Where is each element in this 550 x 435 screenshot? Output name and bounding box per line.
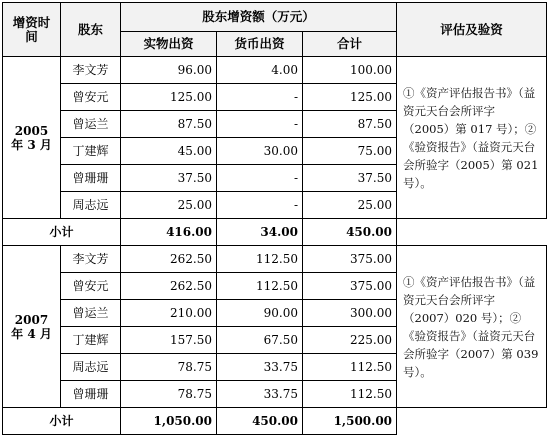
shareholder-name: 丁建辉 <box>61 138 121 165</box>
total-value: 225.00 <box>303 327 397 354</box>
total-value: 375.00 <box>303 273 397 300</box>
currency-value: 4.00 <box>217 57 303 84</box>
total-value: 375.00 <box>303 246 397 273</box>
header-currency: 货币出资 <box>217 32 303 57</box>
subtotal-currency: 450.00 <box>217 408 303 435</box>
physical-value: 37.50 <box>121 165 217 192</box>
physical-value: 96.00 <box>121 57 217 84</box>
shareholder-name: 曾珊珊 <box>61 381 121 408</box>
shareholder-name: 曾安元 <box>61 273 121 300</box>
table-row <box>3 57 547 84</box>
currency-value: 30.00 <box>217 138 303 165</box>
subtotal-row <box>3 219 547 246</box>
header-shareholder: 股东 <box>61 3 121 57</box>
header-physical: 实物出资 <box>121 32 217 57</box>
shareholder-name: 曾运兰 <box>61 111 121 138</box>
total-value: 25.00 <box>303 192 397 219</box>
header-capital-group: 股东增资额（万元） <box>121 3 397 32</box>
currency-value: 90.00 <box>217 300 303 327</box>
physical-value: 262.50 <box>121 246 217 273</box>
total-value: 75.00 <box>303 138 397 165</box>
currency-value: 33.75 <box>217 354 303 381</box>
total-value: 100.00 <box>303 57 397 84</box>
capital-increase-table <box>2 2 547 435</box>
currency-value: 67.50 <box>217 327 303 354</box>
subtotal-row <box>3 408 547 435</box>
subtotal-physical: 416.00 <box>121 219 217 246</box>
section-time: 2005 年 3 月 <box>3 57 61 219</box>
currency-value: - <box>217 84 303 111</box>
total-value: 37.50 <box>303 165 397 192</box>
shareholder-name: 李文芳 <box>61 246 121 273</box>
currency-value: - <box>217 165 303 192</box>
currency-value: - <box>217 192 303 219</box>
header-time: 增资时间 <box>3 3 61 57</box>
section-time: 2007 年 4 月 <box>3 246 61 408</box>
subtotal-label: 小计 <box>3 219 121 246</box>
total-value: 87.50 <box>303 111 397 138</box>
subtotal-total: 450.00 <box>303 219 397 246</box>
currency-value: - <box>217 111 303 138</box>
evaluation-text: ①《资产评估报告书》（益资元天台会所评字（2007）020 号）；②《验资报告》（益资元天台会所验字（2007）第 039 号）。 <box>397 246 547 408</box>
header-evaluation: 评估及验资 <box>397 3 547 57</box>
physical-value: 210.00 <box>121 300 217 327</box>
subtotal-total: 1,500.00 <box>303 408 397 435</box>
shareholder-name: 周志远 <box>61 192 121 219</box>
physical-value: 25.00 <box>121 192 217 219</box>
evaluation-text: ①《资产评估报告书》（益资元天台会所评字（2005）第 017 号）；②《验资报告》（益资元天台会所验字（2005）第 021 号）。 <box>397 57 547 219</box>
physical-value: 45.00 <box>121 138 217 165</box>
shareholder-name: 曾安元 <box>61 84 121 111</box>
shareholder-name: 周志远 <box>61 354 121 381</box>
physical-value: 262.50 <box>121 273 217 300</box>
physical-value: 157.50 <box>121 327 217 354</box>
header-total: 合计 <box>303 32 397 57</box>
shareholder-name: 曾运兰 <box>61 300 121 327</box>
subtotal-label: 小计 <box>3 408 121 435</box>
currency-value: 112.50 <box>217 273 303 300</box>
physical-value: 125.00 <box>121 84 217 111</box>
currency-value: 112.50 <box>217 246 303 273</box>
shareholder-name: 李文芳 <box>61 57 121 84</box>
shareholder-name: 丁建辉 <box>61 327 121 354</box>
physical-value: 78.75 <box>121 354 217 381</box>
physical-value: 78.75 <box>121 381 217 408</box>
shareholder-name: 曾珊珊 <box>61 165 121 192</box>
total-value: 125.00 <box>303 84 397 111</box>
physical-value: 87.50 <box>121 111 217 138</box>
table-row <box>3 246 547 273</box>
currency-value: 33.75 <box>217 381 303 408</box>
subtotal-physical: 1,050.00 <box>121 408 217 435</box>
total-value: 112.50 <box>303 354 397 381</box>
total-value: 112.50 <box>303 381 397 408</box>
subtotal-currency: 34.00 <box>217 219 303 246</box>
total-value: 300.00 <box>303 300 397 327</box>
